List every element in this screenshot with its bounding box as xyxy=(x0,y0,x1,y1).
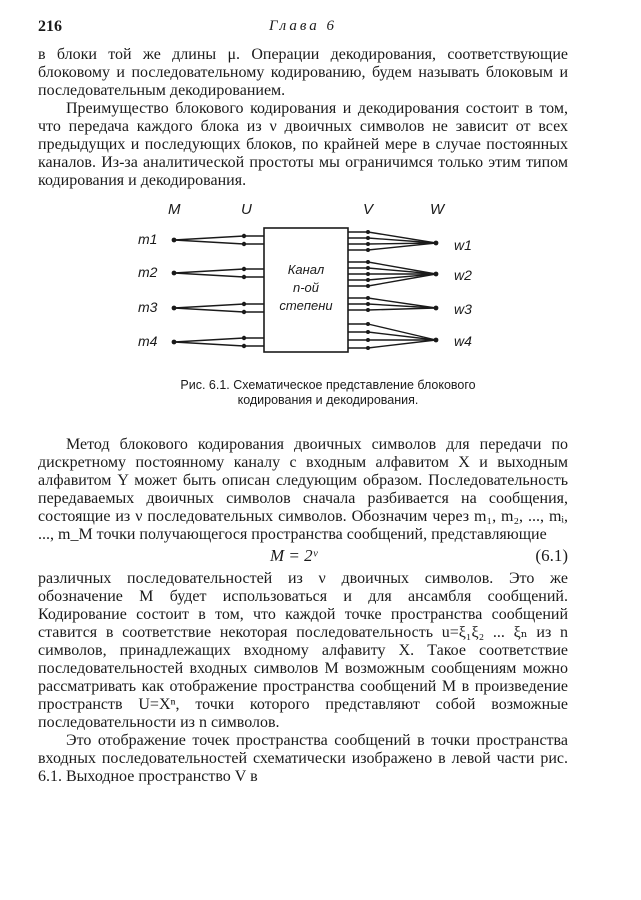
bottom-text xyxy=(38,570,568,786)
label-m: M xyxy=(168,201,181,218)
encoder-lines xyxy=(174,236,264,346)
formula-expression: M = 2ᵛ xyxy=(270,546,318,565)
label-u: U xyxy=(241,201,252,218)
page-number: 216 xyxy=(38,18,62,35)
caption-line: Рис. 6.1. Схематическое представление блокового xyxy=(180,378,476,392)
figure-caption xyxy=(118,378,538,408)
paragraph: в блоки той же длины μ. Операции декодирования, соответствующие блоковому и последовательному кодированию, будем называть блоковым и последовательным декодированием. xyxy=(38,46,568,99)
box-line-2: n-ой xyxy=(292,280,320,295)
output-w3: w3 xyxy=(454,301,472,317)
input-m1: m1 xyxy=(138,231,158,247)
formula-number: (6.1) xyxy=(535,546,568,565)
input-m3: m3 xyxy=(138,299,158,315)
input-m4: m4 xyxy=(138,333,158,349)
output-w1: w1 xyxy=(454,237,472,253)
u-dots xyxy=(242,234,246,348)
output-w2: w2 xyxy=(454,267,472,283)
input-m2: m2 xyxy=(138,264,158,280)
output-dots xyxy=(434,241,439,343)
caption-line: кодирования и декодирования. xyxy=(237,393,419,407)
decoder-lines xyxy=(348,232,436,348)
top-text xyxy=(38,46,568,190)
book-page xyxy=(38,16,568,786)
page-header xyxy=(38,16,568,46)
label-v: V xyxy=(363,201,374,218)
paragraph: Метод блокового кодирования двоичных символов для передачи по дискретному постоянному каналу с входным алфавитом X и выходным алфавитом Y может быть описан следующим образом. Последовательность передаваемых двоичных символов сначала разбивается на сообщения, состоящие из ν последовательных символов. Обозначим через m₁, m₂, ..., mᵢ, ..., m_M точки получающегося пространства сообщений, представляющие xyxy=(38,436,568,543)
box-line-1: Канал xyxy=(287,262,325,277)
output-w4: w4 xyxy=(454,333,472,349)
box-line-3: степени xyxy=(279,298,333,313)
v-dots xyxy=(366,230,370,350)
paragraph: Это отображение точек пространства сообщений в точки пространства входных последовательностей схематически изображено в левой части рис. 6.1. Выходное пространство V в xyxy=(38,732,568,785)
input-dots xyxy=(172,238,177,345)
formula-6-1 xyxy=(38,544,568,570)
label-w: W xyxy=(430,201,445,218)
paragraph: Преимущество блокового кодирования и декодирования состоит в том, что передача каждого блока из ν двоичных символов не зависит от всех предыдущих и последующих блоков, по крайней мере в случае постоянных каналов. Из-за аналитической простоты мы ограничимся только этим типом кодирования и декодирования. xyxy=(38,100,568,189)
running-head: Глава 6 xyxy=(268,18,338,34)
figure-6-1 xyxy=(38,196,568,436)
middle-text xyxy=(38,436,568,544)
paragraph: различных последовательностей из ν двоичных символов. Это же обозначение M будет использоваться и для ансамбля сообщений. Кодирование состоит в том, что каждой точке пространства сообщений ставится в соответствие некоторая последовательность u=ξ₁ξ₂ ... ξₙ из n символов, принадлежащих входному алфавиту X. Такое соответствие последовательностей входных символов M возможным сообщениям можно рассматривать как отображение пространства сообщений M в произведение пространств U=Xⁿ, точки которого представляют собой возможные последовательности из n символов. xyxy=(38,570,568,731)
